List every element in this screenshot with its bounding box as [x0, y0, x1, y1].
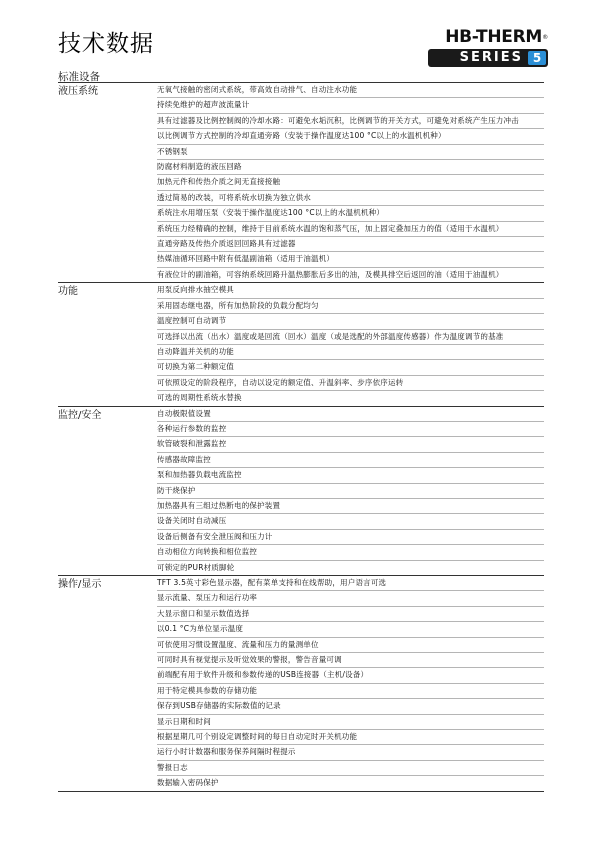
section-heading: 液压系统 [58, 86, 98, 97]
spec-row: 采用固态继电器，所有加热阶段的负载分配均匀 [157, 299, 544, 314]
section-rows [157, 83, 544, 282]
spec-section-operation-display [58, 576, 544, 792]
spec-row: 可依使用习惯设置温度、流量和压力的量测单位 [157, 638, 544, 653]
spec-row: 直通旁路及传热介质返回回路具有过滤器 [157, 237, 544, 252]
spec-row: 自动相位方向转换和相位监控 [157, 545, 544, 560]
spec-row: 传感器故障监控 [157, 453, 544, 468]
spec-row: 加热器具有三组过热断电的保护装置 [157, 499, 544, 514]
spec-section-monitoring-safety [58, 407, 544, 576]
spec-row: 自动降温并关机的功能 [157, 345, 544, 360]
registered-mark: ® [542, 34, 548, 41]
spec-row: 设备后侧备有安全泄压阀和压力计 [157, 530, 544, 545]
spec-row: 用于特定模具参数的存储功能 [157, 684, 544, 699]
spec-row: 数据输入密码保护 [157, 778, 219, 788]
spec-row: 运行小时计数器和服务保养间隔时程提示 [157, 745, 544, 760]
spec-row: 可锁定的PUR材质脚轮 [157, 562, 235, 572]
section-heading: 监控/安全 [58, 409, 102, 421]
section-heading: 功能 [58, 286, 78, 298]
section-rows [157, 576, 544, 791]
spec-row: 防腐材料制造的液压回路 [157, 160, 544, 175]
logo-wordmark [428, 28, 548, 46]
standard-equipment-label: 标准设备 [58, 71, 100, 83]
spec-row: 可同时具有视觉提示及听觉效果的警报，警告音量可调 [157, 653, 544, 668]
spec-row: 防干烧保护 [157, 484, 544, 499]
spec-row: 设备关闭时自动减压 [157, 514, 544, 529]
spec-row: 持续免维护的超声波流量计 [157, 98, 544, 113]
spec-row: TFT 3.5英寸彩色显示器，配有菜单支持和在线帮助，用户语言可选 [157, 576, 544, 591]
spec-row: 大显示窗口和显示数值选择 [157, 607, 544, 622]
spec-section-functions [58, 283, 544, 406]
spec-row: 无氧气接触的密闭式系统，带高效自动排气、自动注水功能 [157, 83, 544, 98]
logo-series-number: 5 [528, 51, 546, 65]
spec-row: 具有过滤器及比例控制阀的冷却水路：可避免水垢沉积，比例调节的开关方式，可避免对系统产生压力冲击 [157, 114, 544, 129]
spec-row: 透过简易的改装，可将系统水切换为独立供水 [157, 191, 544, 206]
spec-row: 以0.1 °C为单位显示温度 [157, 622, 544, 637]
spec-row: 前端配有用于软件升级和参数传递的USB连接器（主机/设备） [157, 668, 544, 683]
spec-row: 用泵反向排水抽空模具 [157, 283, 544, 298]
logo-brand-text: HB-THERM [445, 27, 542, 47]
spec-row: 可选的周期性系统水替换 [157, 393, 242, 403]
hb-therm-logo [428, 28, 548, 70]
spec-row: 可切换为第二种额定值 [157, 360, 544, 375]
logo-series-text: SERIES [459, 50, 523, 65]
section-heading: 操作/显示 [58, 579, 102, 590]
section-rows [157, 407, 544, 575]
spec-row: 系统注水用增压泵（安装于操作温度达100 °C以上的水温机机种） [157, 206, 544, 221]
spec-row: 可选择以出流（出水）温度或是回流（回水）温度（或是选配的外部温度传感器）作为温度调节的基准 [157, 330, 544, 345]
spec-row: 根据星期几可个别设定调整时间的每日自动定时开关机功能 [157, 730, 544, 745]
spec-row: 热媒油循环回路中附有低温副油箱（适用于油温机） [157, 252, 544, 267]
spec-row: 显示日期和时间 [157, 715, 544, 730]
spec-row: 显示流量、泵压力和运行功率 [157, 591, 544, 606]
spec-row: 加热元件和传热介质之间无直接接触 [157, 175, 544, 190]
spec-row: 有液位计的副油箱，可容纳系统回路升温热膨胀后多出的油，及模具排空后返回的油（适用于油温机） [157, 269, 504, 279]
spec-row: 不锈钢泵 [157, 145, 544, 160]
spec-row: 各种运行参数的监控 [157, 422, 544, 437]
spec-row: 软管破裂和泄露监控 [157, 437, 544, 452]
spec-row: 自动极限值设置 [157, 407, 544, 422]
spec-row: 以比例调节方式控制的冷却直通旁路（安装于操作温度达100 °C以上的水温机机种） [157, 129, 544, 144]
spec-section-hydraulic-system [58, 83, 544, 283]
spec-table [58, 82, 544, 792]
spec-row: 可依照设定的阶段程序，自动以设定的额定值、升温斜率、步序依序运转 [157, 376, 544, 391]
section-rows [157, 283, 544, 405]
spec-row: 系统压力经精确的控制，维持于目前系统水温的饱和蒸气压，加上固定叠加压力的值（适用于水温机） [157, 222, 544, 237]
logo-series-bar [428, 49, 548, 67]
spec-row: 保存到USB存储器的实际数值的记录 [157, 699, 544, 714]
spec-row: 泵和加热器负载电流监控 [157, 468, 544, 483]
spec-row: 警报日志 [157, 761, 544, 776]
spec-row: 温度控制可自动调节 [157, 314, 544, 329]
page-title: 技术数据 [58, 31, 154, 57]
